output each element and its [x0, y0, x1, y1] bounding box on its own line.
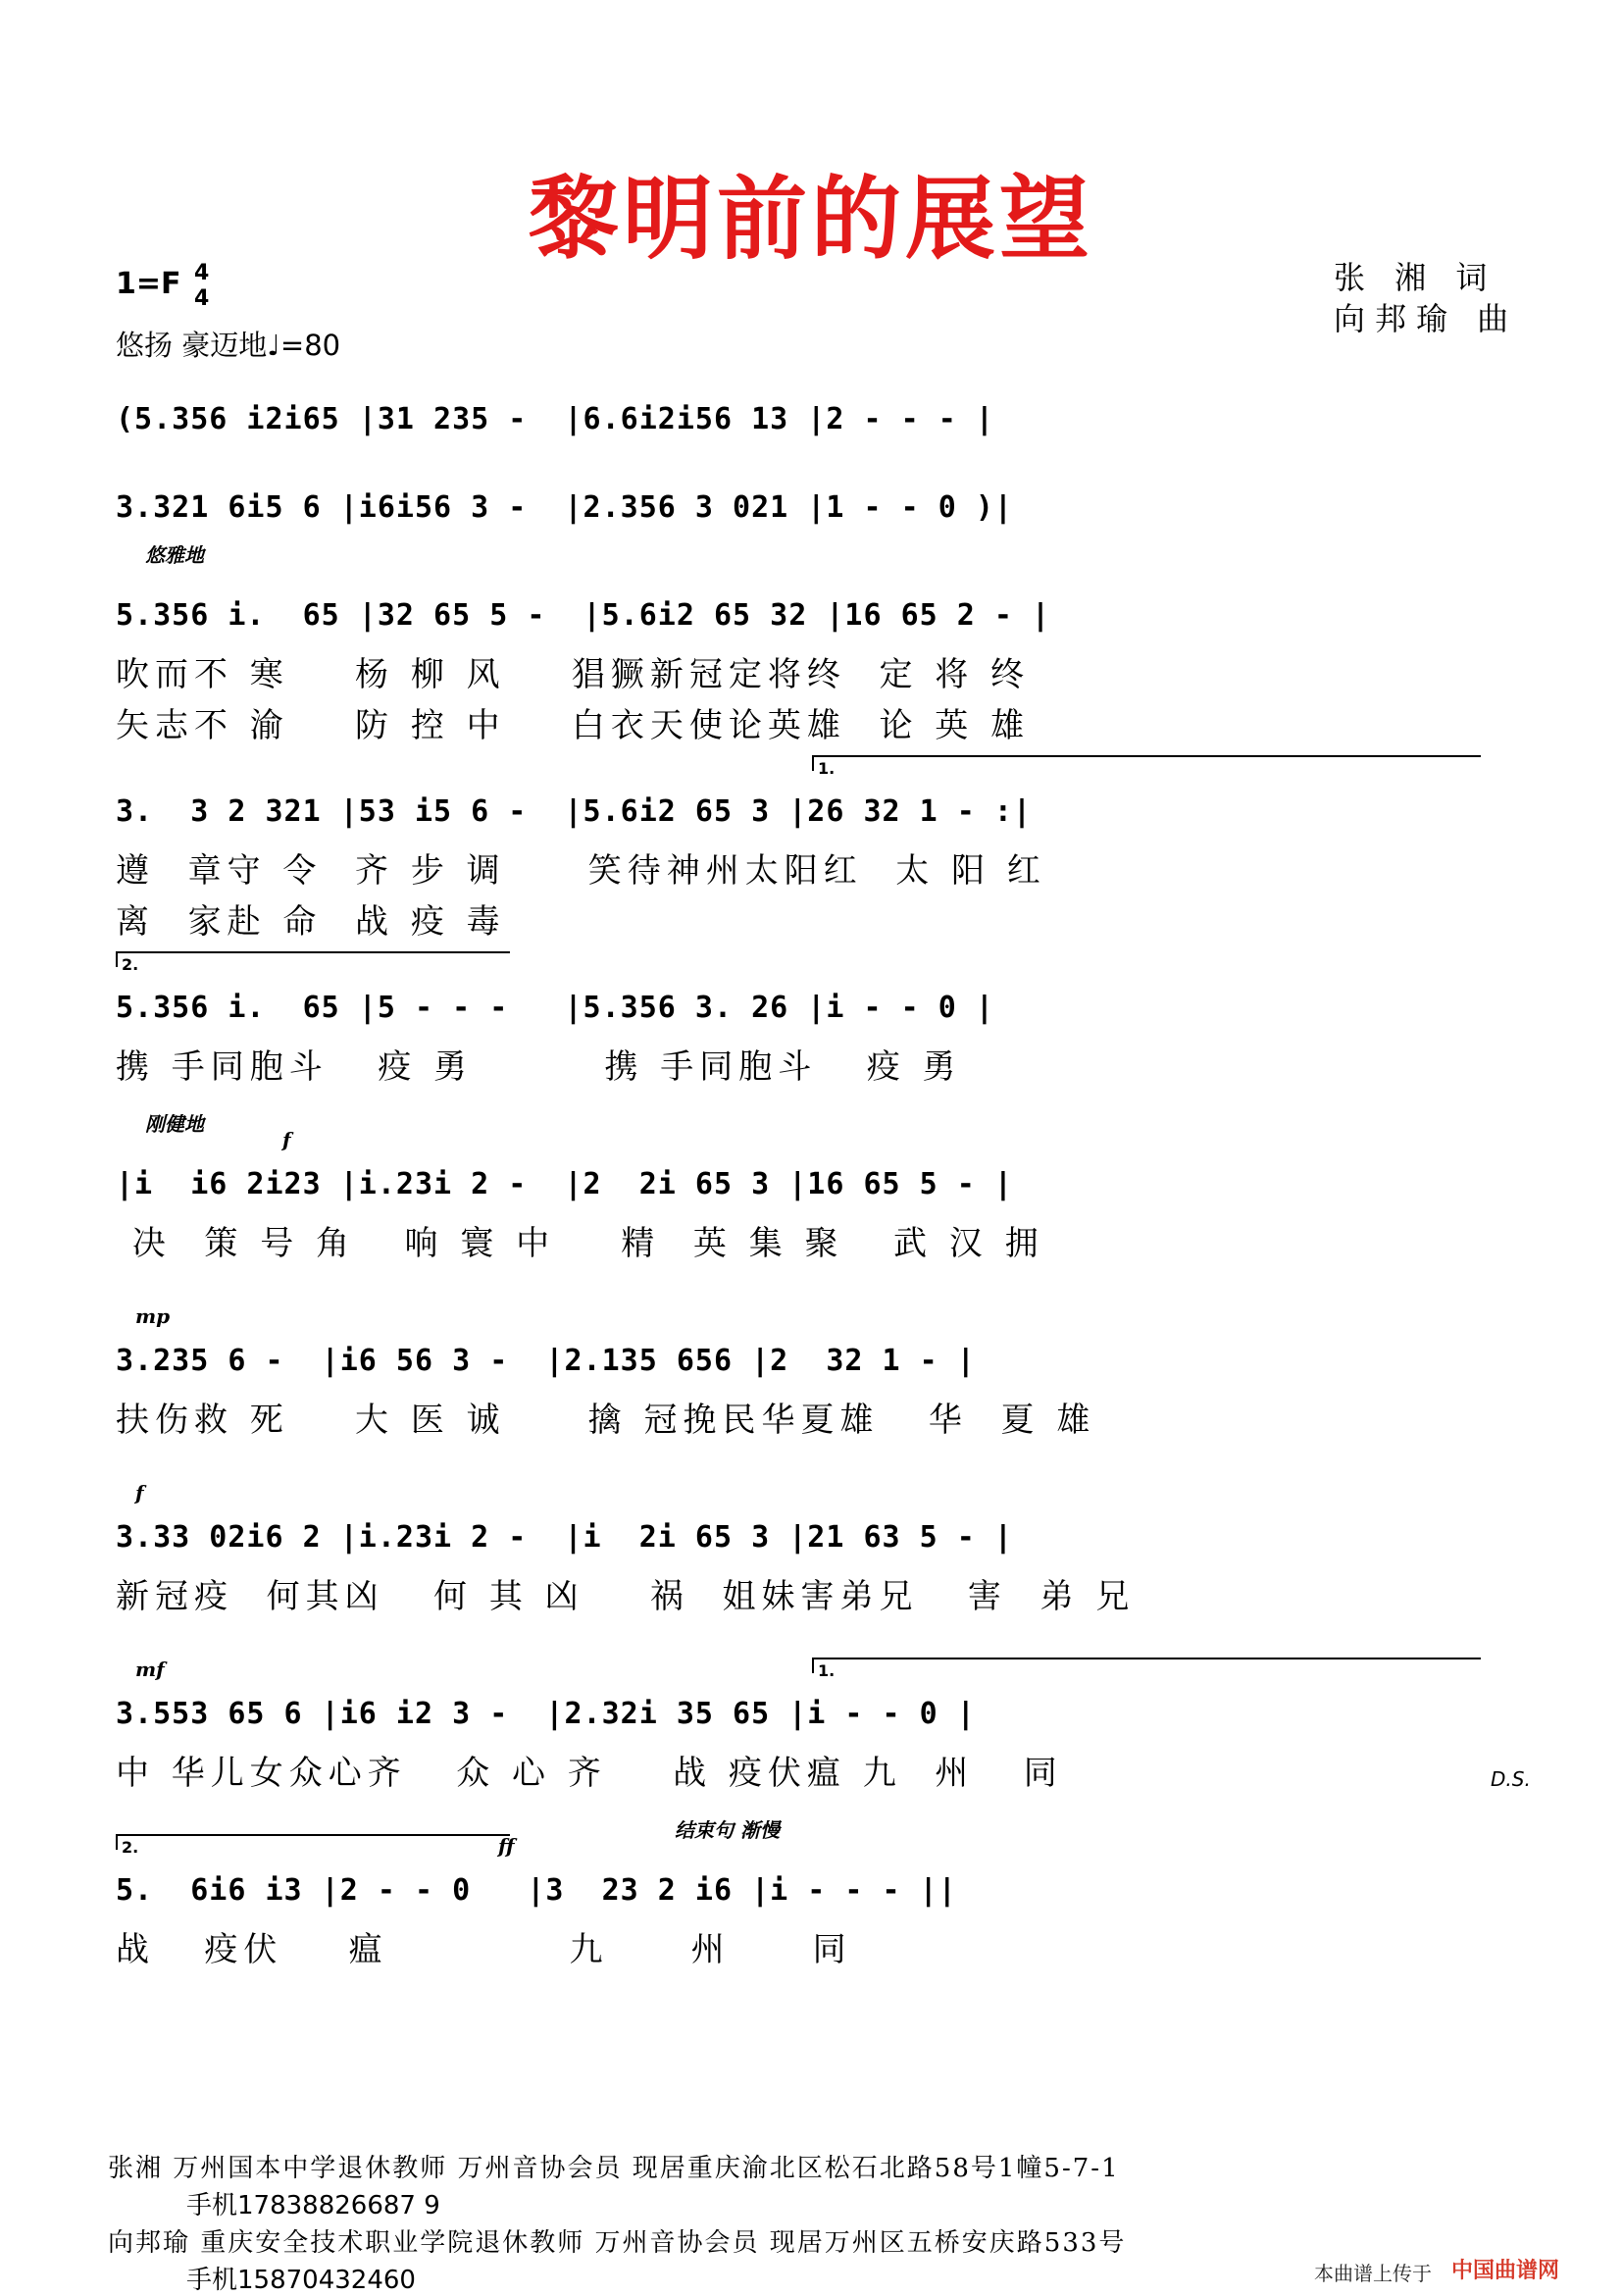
lyric-line: 新冠疫 何其凶 何 其 凶 祸 姐妹害弟兄 害 弟 兄: [116, 1577, 1136, 1616]
tempo-marking: 悠扬 豪迈地♩=80: [116, 329, 341, 362]
footer-composer-phone: 手机15870432460: [186, 2266, 416, 2295]
notation-line: |i i6 2i23 |i.23i 2 - |2 2i 65 3 |16 65 5 - |: [116, 1167, 1013, 1201]
time-signature: [194, 261, 209, 312]
notation-line: 5. 6i6 i3 |2 - - 0 |3 23 2 i6 |i - - - ||: [116, 1873, 957, 1908]
lyric-line: 决 策 号 角 响 寰 中 精 英 集 聚 武 汉 拥: [116, 1224, 1044, 1263]
composer: 向邦瑜 曲: [1334, 300, 1519, 337]
notation-line: 3.553 65 6 |i6 i2 3 - |2.32i 35 65 |i - - 0 |: [116, 1697, 976, 1731]
volta-number: 1.: [818, 759, 836, 778]
meter-bottom: 4: [194, 286, 210, 311]
page-title: 黎明前的展望: [528, 167, 1093, 272]
lyric-line: 携 手同胞斗 疫 勇 携 手同胞斗 疫 勇: [116, 1047, 962, 1087]
volta-number: 2.: [122, 1838, 139, 1857]
credits: [1334, 257, 1518, 339]
dynamic-marking: f: [135, 1481, 144, 1505]
watermark: 中国曲谱网: [1451, 2259, 1560, 2283]
lyric-line: 扶伤救 死 大 医 诚 擒 冠挽民华夏雄 华 夏 雄: [116, 1401, 1096, 1440]
volta-bracket: [116, 951, 510, 974]
volta-bracket: [812, 1658, 1481, 1680]
lyric-line: 离 家赴 命 战 疫 毒: [116, 902, 506, 942]
footer-lyricist-phone: 手机17838826687 9: [186, 2191, 440, 2220]
dynamic-marking: ff: [498, 1834, 515, 1858]
notation-line: 5.356 i. 65 |32 65 5 - |5.6i2 65 32 |16 65 2 - |: [116, 598, 1051, 633]
expression-marking: 悠雅地: [145, 543, 204, 567]
volta-bracket: [812, 755, 1481, 778]
expression-marking: 刚健地: [145, 1112, 204, 1136]
footer-composer-bio: 向邦瑜 重庆安全技术职业学院退休教师 万州音协会员 现居万州区五桥安庆路533号: [108, 2228, 1127, 2258]
footer-lyricist-bio: 张湘 万州国本中学退休教师 万州音协会员 现居重庆渝北区松石北路58号1幢5-7-1: [108, 2154, 1120, 2183]
lyric-line: 中 华儿女众心齐 众 心 齐 战 疫伏瘟 九 州 同: [116, 1754, 1063, 1793]
meter-top: 4: [194, 261, 210, 285]
volta-number: 1.: [818, 1661, 836, 1680]
dynamic-marking: mp: [135, 1304, 171, 1328]
notation-line: 3.321 6i5 6 |i6i56 3 - |2.356 3 021 |1 - - 0 )|: [116, 490, 1013, 525]
key-signature: 1=F: [116, 267, 181, 301]
lyric-line: 矢志不 渝 防 控 中 白衣天使论英雄 论 英 雄: [116, 706, 1031, 745]
lyric-line: 吹而不 寒 杨 柳 风 猖獗新冠定将终 定 将 终: [116, 655, 1031, 694]
notation-line: 3.235 6 - |i6 56 3 - |2.135 656 |2 32 1 - |: [116, 1344, 976, 1378]
notation-line: 5.356 i. 65 |5 - - - |5.356 3. 26 |i - - 0 |: [116, 991, 994, 1025]
uploader-note: 本曲谱上传于: [1314, 2262, 1432, 2285]
lyric-line: 遵 章守 令 齐 步 调 笑待神州太阳红 太 阳 红: [116, 851, 1046, 891]
dynamic-marking: mf: [135, 1658, 165, 1681]
dynamic-marking: f: [282, 1128, 291, 1151]
notation-line: 3. 3 2 321 |53 i5 6 - |5.6i2 65 3 |26 32 1 - :|: [116, 794, 1033, 829]
volta-number: 2.: [122, 955, 139, 974]
lyric-line: 战 疫伏 瘟 九 州 同: [116, 1930, 852, 1969]
lyricist: 张 湘 词: [1334, 259, 1497, 296]
notation-line: (5.356 i2i65 |31 235 - |6.6i2i56 13 |2 - - - |: [116, 402, 994, 436]
notation-line: 3.33 02i6 2 |i.23i 2 - |i 2i 65 3 |21 63 5 - |: [116, 1520, 1013, 1555]
expression-marking: 结束句 渐慢: [675, 1818, 780, 1842]
dal-segno: D.S.: [1491, 1767, 1531, 1791]
